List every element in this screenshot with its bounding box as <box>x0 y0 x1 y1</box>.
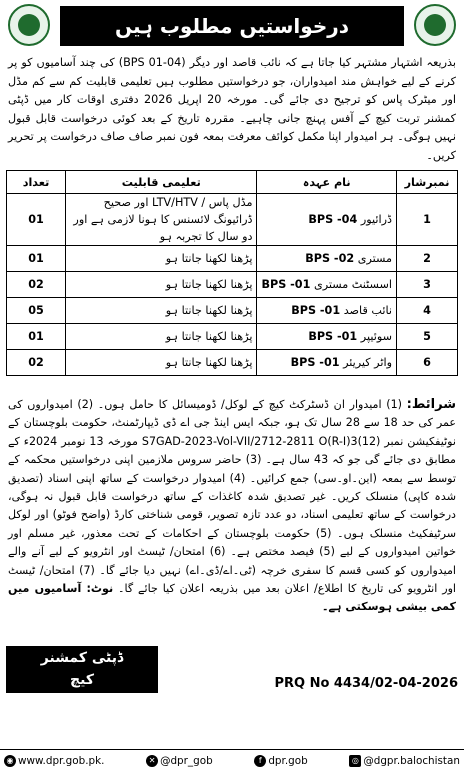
signature-title: ڈپٹی کمشنر <box>40 650 124 666</box>
post-name: اسسٹنٹ مستری <box>313 278 392 291</box>
post-name: نائب قاصد <box>343 304 392 317</box>
signature-block <box>6 646 158 693</box>
twitter-icon: ✕ <box>146 755 158 767</box>
post-scale: BPS -01 <box>308 330 358 343</box>
post-scale: BPS -02 <box>305 252 355 265</box>
row-post <box>257 298 397 324</box>
facebook-text: dpr.gob <box>268 754 308 767</box>
table-row <box>7 350 458 376</box>
signature-district: کیچ <box>70 672 94 688</box>
table-row <box>7 324 458 350</box>
header-post: نام عہدہ <box>257 171 397 194</box>
header-count: تعداد <box>7 171 66 194</box>
row-number: 1 <box>397 194 458 246</box>
globe-icon: ◉ <box>4 755 16 767</box>
posts-table <box>6 170 458 376</box>
terms-section <box>8 396 456 644</box>
row-number: 6 <box>397 350 458 376</box>
header-qualification: تعلیمی قابلیت <box>66 171 257 194</box>
row-qualification: پڑھنا لکھنا جانتا ہو <box>66 272 257 298</box>
post-scale: BPS -01 <box>291 304 341 317</box>
row-count: 01 <box>7 246 66 272</box>
post-scale: BPS -04 <box>308 213 358 226</box>
twitter-text: @dpr_gob <box>160 754 213 767</box>
government-logo-left <box>8 4 50 46</box>
terms-note: نوٹ: آسامیوں میں کمی بیشی ہوسکتی ہے۔ <box>8 582 456 614</box>
row-post <box>257 272 397 298</box>
row-count: 01 <box>7 324 66 350</box>
row-number: 5 <box>397 324 458 350</box>
header-number: نمبرشار <box>397 171 458 194</box>
row-qualification: پڑھنا لکھنا جانتا ہو <box>66 350 257 376</box>
row-qualification: مڈل پاس / LTV/HTV اور صحیح ڈرائیونگ لائسنس کا ہونا لازمی ہے اور دو سال کا تجربہ ہو <box>66 194 257 246</box>
instagram-icon: ◎ <box>349 755 361 767</box>
row-count: 01 <box>7 194 66 246</box>
row-number: 4 <box>397 298 458 324</box>
row-qualification: پڑھنا لکھنا جانتا ہو <box>66 298 257 324</box>
terms-body: (1) امیدوار ان ڈسٹرکٹ کیچ کے لوکل/ ڈومیسائل کا حامل ہوں۔ (2) امیدواروں کی عمر کی حد 18 سے 28 سال تک ہو، جبکہ ایس اینڈ جی اے ڈی ڈیپارٹمنٹ، حکومت بلوچستان کے نوٹیفکیشن نمبر S7GAD-2023-Vol-VII/2712-2811 O(R-I)3(12) مورخہ 13 نومبر 2024ء کے مطابق دی جائے گی جو کہ 43 سال ہے۔ (3) حاضر سروس ملازمین اپنی درخواستیں محکمہ کے توسط سے بمعہ (این۔او۔سی) جمع کرائیں۔ (4) امیدوار درخواست کے ساتھ اپنی اسناد (تصدیق شدہ کاپی) منسلک کریں۔ غیر تصدیق شدہ کاغذات کے ساتھ درخواست قابل قبول نہ ہوگی، درخواست کے ساتھ تعلیمی اسناد، دو عدد تازہ تصویر، قومی شناختی کارڈ (واضح فوٹو) اور لوکل سرٹیفکیٹ منسلک ہوں۔ (5) حکومت بلوچستان کے احکامات کے تحت معذور، غیر مسلم اور خواتین امیدواروں کے لیے (5) فیصد مختص ہے۔ (6) امتحان/ ٹیسٹ اور انٹرویو کے لیے آنے والے امیدواروں کو کسی قسم کا سفری خرچہ (ٹی۔اے/ڈی۔اے) نہیں دیا جائے گا۔ (7) امتحان/ ٹیسٹ اور انٹرویو کی تاریخ کا اطلاع/ اعلان بعد میں بذریعہ اعلان کیا جائے گا۔ <box>8 398 457 596</box>
post-name: مستری <box>357 252 392 265</box>
row-number: 2 <box>397 246 458 272</box>
row-count: 05 <box>7 298 66 324</box>
post-name: ڈرائیور <box>360 213 392 226</box>
footer-twitter[interactable] <box>146 755 213 767</box>
row-post <box>257 246 397 272</box>
table-row <box>7 194 458 246</box>
page-title: درخواستیں مطلوب ہیں <box>60 6 404 46</box>
facebook-icon: f <box>254 755 266 767</box>
government-logo-right <box>414 4 456 46</box>
row-count: 02 <box>7 350 66 376</box>
row-post <box>257 324 397 350</box>
table-row <box>7 246 458 272</box>
row-count: 02 <box>7 272 66 298</box>
table-row <box>7 298 458 324</box>
row-post <box>257 350 397 376</box>
row-qualification: پڑھنا لکھنا جانتا ہو <box>66 324 257 350</box>
table-row <box>7 272 458 298</box>
instagram-text: @dgpr.balochistan <box>363 754 460 767</box>
prq-number: PRQ No 4434/02-04-2026 <box>274 676 458 691</box>
row-post <box>257 194 397 246</box>
post-scale: BPS -01 <box>290 356 340 369</box>
website-text: www.dpr.gob.pk. <box>18 754 105 767</box>
footer <box>0 749 464 771</box>
row-number: 3 <box>397 272 458 298</box>
post-name: سوئیپر <box>360 330 392 343</box>
row-qualification: پڑھنا لکھنا جانتا ہو <box>66 246 257 272</box>
terms-title: شرائط: <box>406 397 456 412</box>
intro-paragraph: بذریعہ اشتہار مشتہر کیا جاتا ہے کہ نائب قاصد اور دیگر (BPS 01-04) کی چند آسامیوں کو پر کرنے کے لیے خواہش مند امیدواران، جو درخواستیں مطلوب ہیں تعلیمی قابلیت کم سے کم مڈل اور میٹرک پاس کو ترجیح دی جائے گی۔ مورخہ 20 اپریل 2026 دفتری اوقات کار میں ڈپٹی کمشنر تربت کیچ کے آفس پہنچ جانی چاہیے۔ مقررہ تاریخ کے بعد کوئی درخواست قابل قبول نہیں ہوگی۔ ہر امیدوار اپنا مکمل کوائف معرفت بمعہ فون نمبر صاف صاف درخواست پر تحریر کریں۔ <box>8 56 456 162</box>
footer-instagram[interactable] <box>349 755 460 767</box>
post-name: واٹر کیریئر <box>343 356 392 369</box>
post-scale: BPS -01 <box>261 278 311 291</box>
header <box>0 0 464 52</box>
footer-website[interactable] <box>4 755 104 767</box>
footer-facebook[interactable] <box>254 755 307 767</box>
table-header-row <box>7 171 458 194</box>
